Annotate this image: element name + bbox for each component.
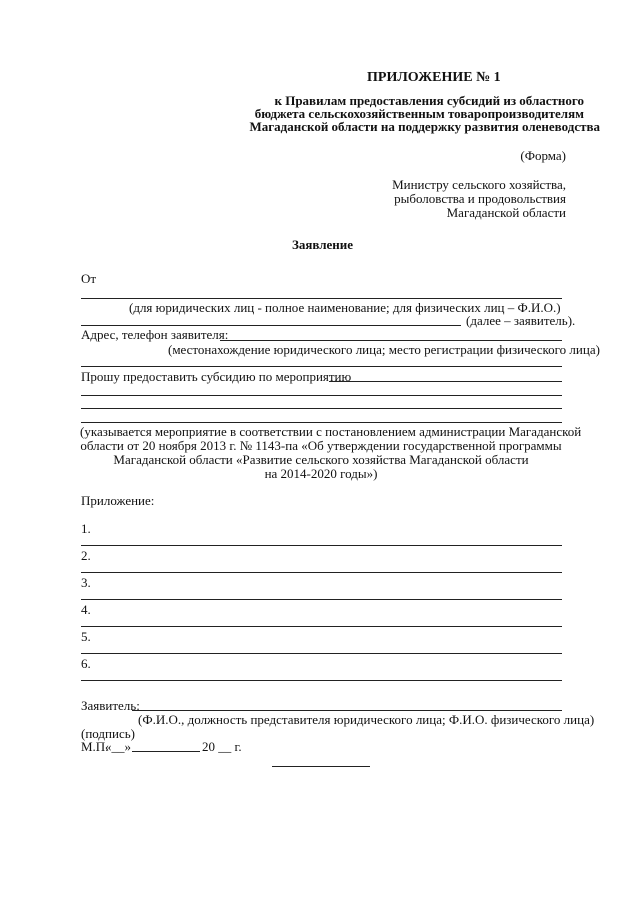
appendix-line-1: к Правилам предоставления субсидий из областного bbox=[274, 93, 584, 108]
addressee-line-3: Магаданской области bbox=[446, 205, 566, 220]
form-label: (Форма) bbox=[520, 148, 566, 163]
address-line[interactable] bbox=[220, 340, 562, 341]
address-line-2[interactable] bbox=[81, 366, 562, 367]
from-label: От bbox=[81, 271, 97, 286]
attachment-number-3: 3. bbox=[81, 575, 91, 590]
attachment-number-5: 5. bbox=[81, 629, 91, 644]
applicant-signature-line[interactable] bbox=[132, 710, 562, 711]
request-line-4[interactable] bbox=[81, 422, 562, 423]
attachment-line-4[interactable] bbox=[81, 626, 562, 627]
attachment-line-3[interactable] bbox=[81, 599, 562, 600]
closing-divider bbox=[272, 766, 370, 767]
request-note-4: на 2014-2020 годы») bbox=[264, 466, 378, 481]
applicant-name-line[interactable] bbox=[81, 298, 562, 299]
applicant-suffix: (далее – заявитель). bbox=[466, 313, 576, 328]
addressee-line-2: рыболовства и продовольствия bbox=[394, 191, 566, 206]
applicant-name-line-2[interactable] bbox=[81, 325, 461, 326]
attachment-number-1: 1. bbox=[81, 521, 91, 536]
attachment-line-6[interactable] bbox=[81, 680, 562, 681]
request-label: Прошу предоставить субсидию по мероприятию bbox=[81, 369, 352, 384]
applicant-signature-label: Заявитель: bbox=[81, 698, 140, 713]
stamp-label: М.П. bbox=[81, 739, 109, 754]
attachments-label: Приложение: bbox=[81, 493, 155, 508]
attachment-number-4: 4. bbox=[81, 602, 91, 617]
date-month-line[interactable] bbox=[132, 751, 200, 752]
appendix-line-2: бюджета сельскохозяйственным товаропроизводителям bbox=[254, 106, 584, 121]
request-note-1: (указывается мероприятие в соответствии с постановлением администрации Магаданской bbox=[80, 424, 582, 439]
appendix-line-3: Магаданской области на поддержку развития оленеводства bbox=[249, 119, 600, 134]
attachment-number-2: 2. bbox=[81, 548, 91, 563]
date-year: 20 __ г. bbox=[202, 739, 242, 754]
address-hint: (местонахождение юридического лица; место регистрации физического лица) bbox=[168, 342, 600, 357]
attachment-line-5[interactable] bbox=[81, 653, 562, 654]
date-day: «__» bbox=[105, 739, 131, 754]
request-line-3[interactable] bbox=[81, 408, 562, 409]
sign-hint: (подпись) bbox=[81, 726, 135, 741]
attachment-line-2[interactable] bbox=[81, 572, 562, 573]
document-title: Заявление bbox=[292, 237, 354, 252]
addressee-line-1: Министру сельского хозяйства, bbox=[392, 177, 566, 192]
appendix-title: ПРИЛОЖЕНИЕ № 1 bbox=[367, 70, 501, 85]
attachment-line-1[interactable] bbox=[81, 545, 562, 546]
applicant-name-hint: (для юридических лиц - полное наименование; для физических лиц – Ф.И.О.) bbox=[129, 300, 561, 315]
request-line-2[interactable] bbox=[81, 395, 562, 396]
request-note-3: Магаданской области «Развитие сельского хозяйства Магаданской области bbox=[113, 452, 529, 467]
request-line-1[interactable] bbox=[329, 381, 562, 382]
request-note-2: области от 20 ноября 2013 г. № 1143-па «Об утверждении государственной программы bbox=[80, 438, 562, 453]
address-label: Адрес, телефон заявителя: bbox=[81, 327, 229, 342]
attachment-number-6: 6. bbox=[81, 656, 91, 671]
applicant-signature-hint: (Ф.И.О., должность представителя юридического лица; Ф.И.О. физического лица) bbox=[138, 712, 595, 727]
